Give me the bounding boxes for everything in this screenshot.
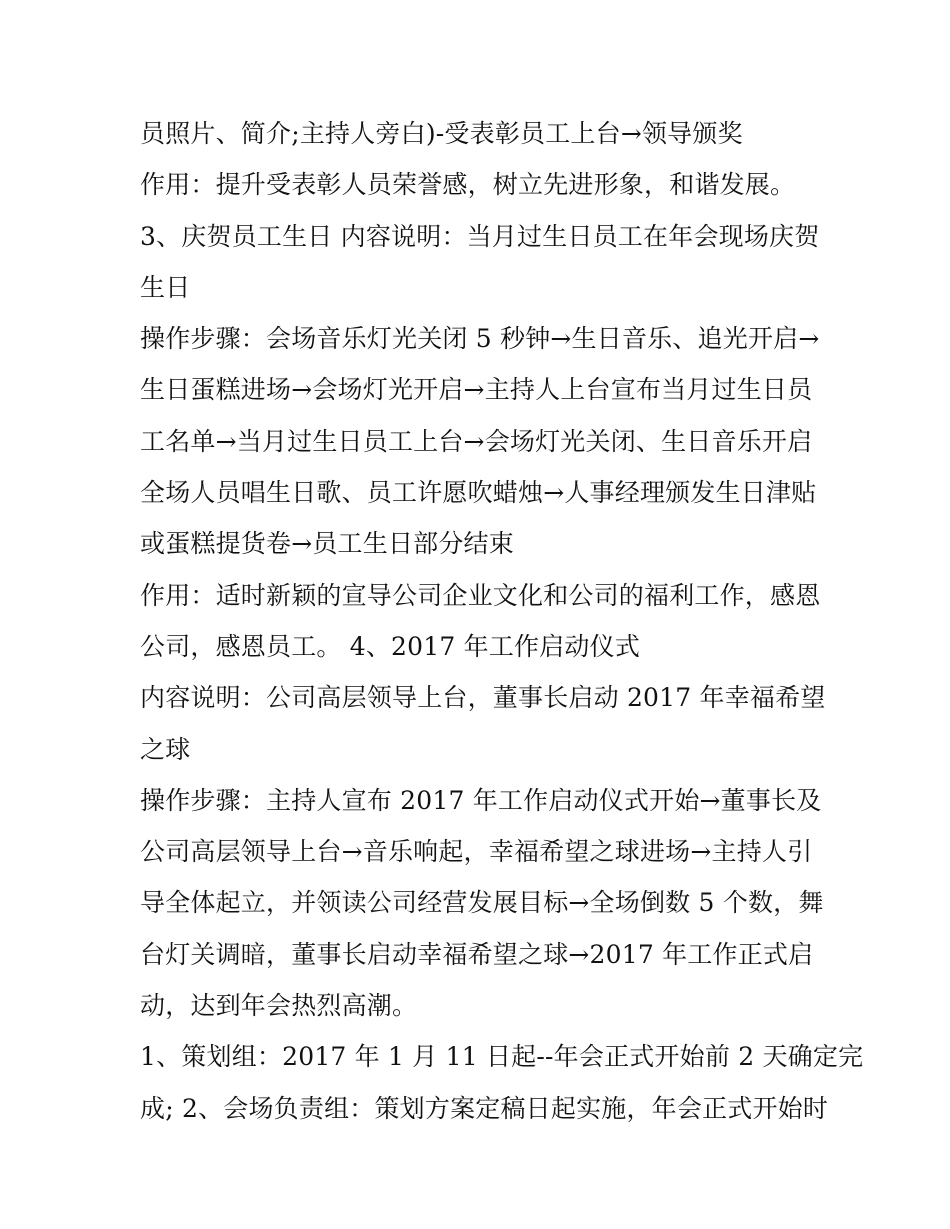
- text-line: 作用：适时新颖的宣导公司企业文化和公司的福利工作，感恩: [140, 580, 821, 610]
- text-line: 成; 2、会场负责组：策划方案定稿日起实施，年会正式开始时: [140, 1093, 829, 1123]
- text-line: 生日蛋糕进场→会场灯光开启→主持人上台宣布当月过生日员: [140, 375, 813, 405]
- text-line: 公司高层领导上台→音乐响起，幸福希望之球进场→主持人引: [140, 837, 813, 867]
- text-line: 作用：提升受表彰人员荣誉感，树立先进形象，和谐发展。: [140, 170, 796, 200]
- text-line: 或蛋糕提货卷→员工生日部分结束: [140, 529, 514, 559]
- text-line: 1、策划组：2017 年 1 月 11 日起--年会正式开始前 2 天确定完: [140, 1042, 864, 1072]
- text-line: 3、庆贺员工生日 内容说明：当月过生日员工在年会现场庆贺: [140, 221, 820, 251]
- text-line: 操作步骤：主持人宣布 2017 年工作启动仪式开始→董事长及: [140, 785, 822, 815]
- text-line: 公司，感恩员工。 4、2017 年工作启动仪式: [140, 631, 641, 661]
- text-line: 动，达到年会热烈高潮。: [140, 991, 418, 1021]
- text-line: 生日: [140, 272, 191, 302]
- text-line: 内容说明：公司高层领导上台，董事长启动 2017 年幸福希望: [140, 683, 826, 713]
- text-line: 台灯关调暗，董事长启动幸福希望之球→2017 年工作正式启: [140, 939, 814, 969]
- text-line: 操作步骤：会场音乐灯光关闭 5 秒钟→生日音乐、追光开启→: [140, 324, 820, 354]
- document-body: [140, 108, 864, 1134]
- text-line: 导全体起立，并领读公司经营发展目标→全场倒数 5 个数，舞: [140, 888, 824, 918]
- text-line: 之球: [140, 734, 191, 764]
- text-line: 全场人员唱生日歌、员工许愿吹蜡烛→人事经理颁发生日津贴: [140, 478, 817, 508]
- text-line: 员照片、简介;主持人旁白)-受表彰员工上台→领导颁奖: [140, 119, 743, 148]
- text-line: 工名单→当月过生日员工上台→会场灯光关闭、生日音乐开启: [140, 426, 813, 456]
